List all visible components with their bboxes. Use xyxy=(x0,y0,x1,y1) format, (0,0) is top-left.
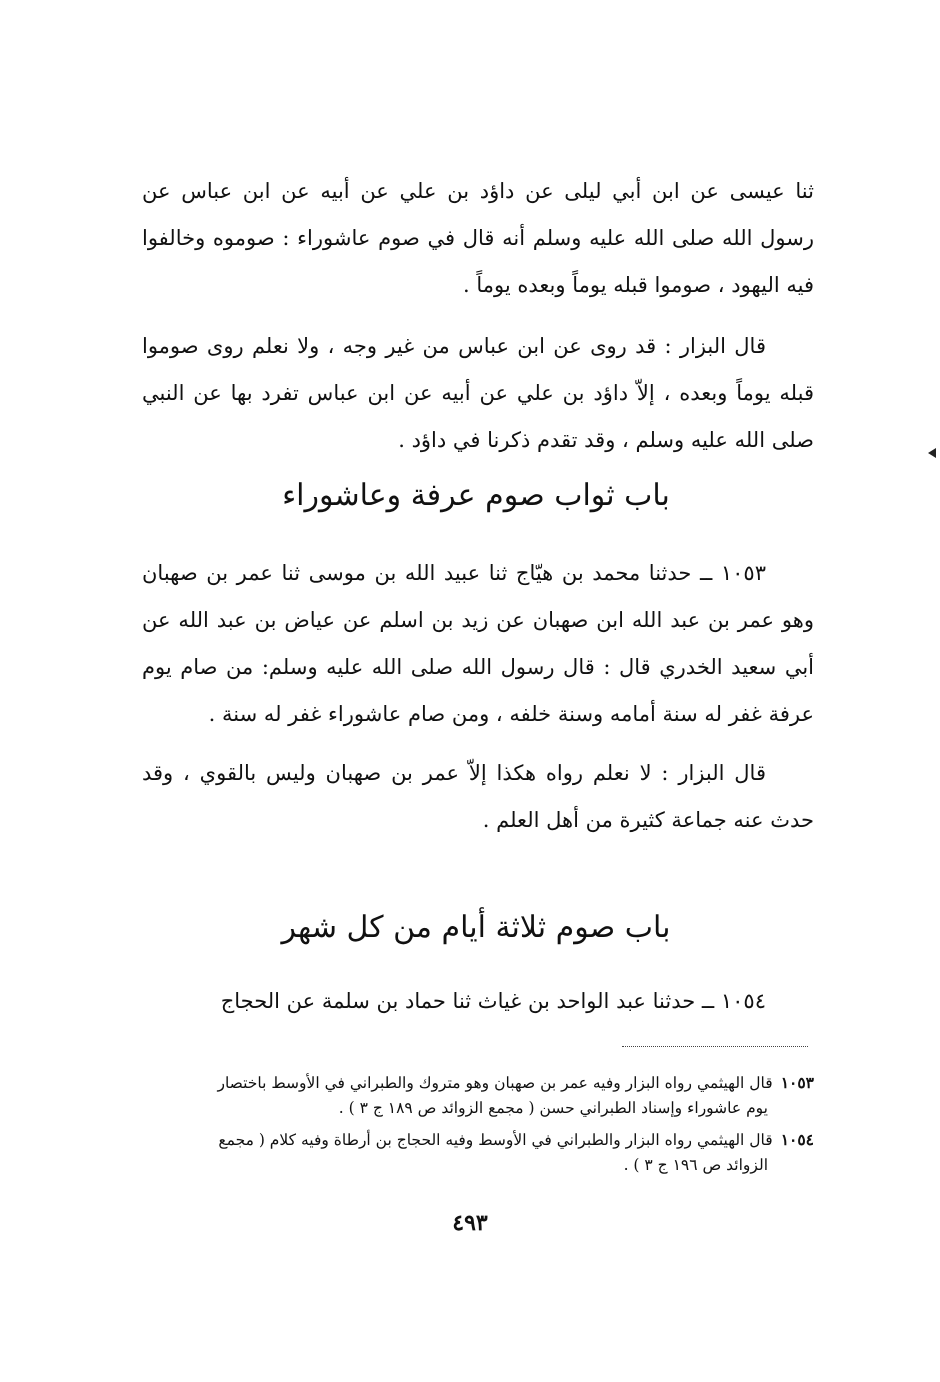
footnote-1053-continuation: يوم عاشوراء وإسناد الطبراني حسن ( مجمع الزوائد ص ١٨٩ ج ٣ ) . xyxy=(338,1099,768,1117)
footnote-1054 xyxy=(142,1127,814,1153)
footnote-1054-continuation: الزوائد ص ١٩٦ ج ٣ ) . xyxy=(623,1156,768,1174)
paragraph-4: قال البزار : لا نعلم رواه هكذا إلاّ عمر بن صهبان وليس بالقوي ، وقد حدث عنه جماعة كثيرة من أهل العلم . xyxy=(142,761,814,832)
footnote-divider xyxy=(622,1046,808,1047)
section-heading-three-days: باب صوم ثلاثة أيام من كل شهر xyxy=(281,910,671,945)
footnote-1053 xyxy=(142,1070,814,1096)
page-number: ٤٩٣ xyxy=(452,1210,488,1236)
footnote-text: قال الهيثمي رواه البزار والطبراني في الأوسط وفيه الحجاج بن أرطاة وفيه كلام ( مجمع xyxy=(218,1131,773,1149)
footnotes xyxy=(142,1070,814,1178)
paragraph-3: ١٠٥٣ ــ حدثنا محمد بن هيّاج ثنا عبيد الله بن موسى ثنا عمر بن صهبان وهو عمر بن عبد الله ابن صهبان عن زيد بن اسلم عن عياض بن عبد الله عن أبي سعيد الخدري قال : قال رسول الله صلى الله عليه وسلم: من صام يوم عرفة غفر له سنة أمامه وسنة خلفه ، ومن صام عاشوراء غفر له سنة . xyxy=(142,561,814,726)
text-block-middle xyxy=(142,550,814,844)
footnote-text: قال الهيثمي رواه البزار وفيه عمر بن صهبان وهو متروك والطبراني في الأوسط باختصار xyxy=(217,1074,773,1092)
footnote-number: ١٠٥٤ xyxy=(780,1130,814,1149)
paragraph-2: قال البزار : قد روى عن ابن عباس من غير وجه ، ولا نعلم روى صوموا قبله يوماً وبعده ، إلاّ داؤد بن علي عن أبيه عن ابن عباس تفرد بها عن النبي صلى الله عليه وسلم ، وقد تقدم ذكرنا في داؤد . xyxy=(142,334,814,452)
text-block-top xyxy=(142,168,814,464)
paragraph-5: ١٠٥٤ ــ حدثنا عبد الواحد بن غياث ثنا حماد بن سلمة عن الحجاج xyxy=(220,989,766,1013)
text-block-bottom xyxy=(142,978,814,1025)
paragraph-1: ثنا عيسى عن ابن أبي ليلى عن داؤد بن علي عن أبيه عن ابن عباس عن رسول الله صلى الله عليه وسلم أنه قال في صوم عاشوراء : صوموه وخالفوا فيه اليهود ، صوموا قبله يوماً وبعده يوماً . xyxy=(142,179,814,297)
section-heading-arafah-ashura: باب ثواب صوم عرفة وعاشوراء xyxy=(282,478,670,513)
margin-arrow-icon xyxy=(928,448,936,458)
footnote-number: ١٠٥٣ xyxy=(780,1073,814,1092)
